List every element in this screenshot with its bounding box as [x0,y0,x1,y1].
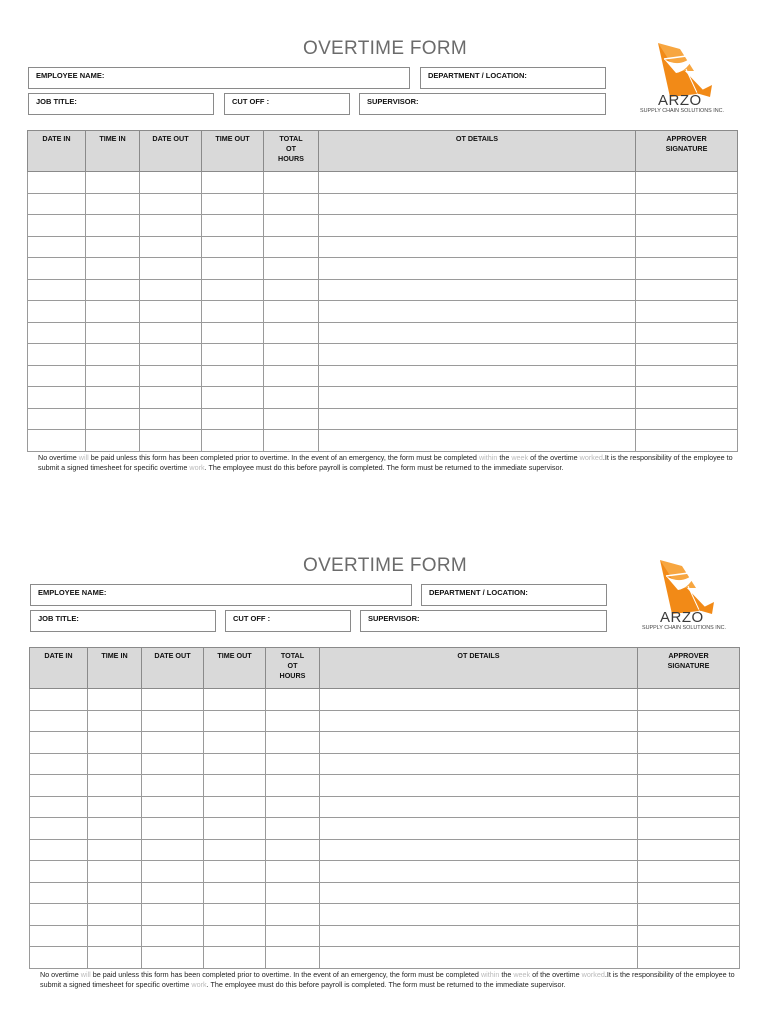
table-cell[interactable] [202,279,264,301]
table-cell[interactable] [142,753,204,775]
table-cell[interactable] [264,408,319,430]
table-cell[interactable] [88,796,142,818]
table-cell[interactable] [140,408,202,430]
table-cell[interactable] [638,710,740,732]
table-cell[interactable] [86,193,140,215]
table-cell[interactable] [319,322,636,344]
table-cell[interactable] [88,839,142,861]
job-title-field[interactable]: JOB TITLE: [30,610,216,632]
table-row [30,947,740,969]
table-cell[interactable] [202,365,264,387]
table-cell[interactable] [86,430,140,452]
col-total-ot-hours: TOTAL OT HOURS [266,648,320,689]
note-faint-text: worked [579,453,603,462]
table-cell[interactable] [320,925,638,947]
table-cell[interactable] [140,236,202,258]
table-cell[interactable] [86,387,140,409]
policy-note [40,970,740,990]
table-cell[interactable] [320,753,638,775]
table-cell[interactable] [30,796,88,818]
table-cell[interactable] [264,279,319,301]
table-cell[interactable] [140,322,202,344]
note-text: of the overtime [528,453,580,462]
table-cell[interactable] [142,689,204,711]
table-cell[interactable] [86,301,140,323]
table-row [30,775,740,797]
note-faint-text: work [191,980,207,989]
table-cell[interactable] [28,344,86,366]
table-cell[interactable] [319,172,636,194]
table-cell[interactable] [28,408,86,430]
table-row [30,710,740,732]
table-cell[interactable] [266,775,320,797]
table-row [30,861,740,883]
table-cell[interactable] [204,947,266,969]
table-cell[interactable] [319,408,636,430]
table-cell[interactable] [320,818,638,840]
table-cell[interactable] [86,215,140,237]
table-cell[interactable] [30,904,88,926]
table-cell[interactable] [319,258,636,280]
table-cell[interactable] [140,365,202,387]
overtime-table [27,130,738,452]
table-cell[interactable] [88,732,142,754]
table-cell[interactable] [638,775,740,797]
logo-subtitle: SUPPLY CHAIN SOLUTIONS INC. [642,625,726,631]
table-cell[interactable] [88,710,142,732]
table-cell[interactable] [140,193,202,215]
table-cell[interactable] [204,925,266,947]
col-date-out: DATE OUT [140,131,202,172]
employee-name-field[interactable]: EMPLOYEE NAME: [30,584,412,606]
table-cell[interactable] [320,710,638,732]
table-cell[interactable] [202,301,264,323]
table-row [30,925,740,947]
table-cell[interactable] [140,172,202,194]
employee-name-field[interactable]: EMPLOYEE NAME: [28,67,410,89]
table-cell[interactable] [636,365,738,387]
table-cell[interactable] [28,236,86,258]
table-cell[interactable] [28,365,86,387]
note-text: the [497,453,512,462]
table-cell[interactable] [88,818,142,840]
table-cell[interactable] [264,365,319,387]
table-cell[interactable] [204,861,266,883]
col-ot-details: OT DETAILS [320,648,638,689]
table-cell[interactable] [638,904,740,926]
table-cell[interactable] [204,904,266,926]
form-title: OVERTIME FORM [303,555,467,576]
table-cell[interactable] [86,365,140,387]
note-text: the [499,970,514,979]
table-cell[interactable] [204,710,266,732]
table-cell[interactable] [142,796,204,818]
table-cell[interactable] [88,947,142,969]
table-row [30,818,740,840]
note-text: be paid unless this form has been completed prior to overtime. In the event of an emergency, the form must be completed [90,970,481,979]
table-cell[interactable] [142,732,204,754]
table-cell[interactable] [266,882,320,904]
table-cell[interactable] [266,689,320,711]
table-cell[interactable] [320,775,638,797]
table-cell[interactable] [636,344,738,366]
form-title: OVERTIME FORM [303,38,467,59]
table-cell[interactable] [266,925,320,947]
col-approver-signature: APPROVER SIGNATURE [636,131,738,172]
table-row [30,732,740,754]
table-row [28,430,738,452]
table-cell[interactable] [266,710,320,732]
table-cell[interactable] [142,839,204,861]
table-cell[interactable] [636,236,738,258]
table-cell[interactable] [28,322,86,344]
table-cell[interactable] [264,387,319,409]
table-header-row [30,648,740,689]
table-cell[interactable] [28,430,86,452]
table-cell[interactable] [30,839,88,861]
overtime-table [29,647,740,969]
table-cell[interactable] [204,818,266,840]
table-cell[interactable] [636,430,738,452]
table-row [28,365,738,387]
supervisor-field[interactable]: SUPERVISOR: [359,93,606,115]
table-cell[interactable] [320,732,638,754]
table-row [28,408,738,430]
table-cell[interactable] [142,710,204,732]
table-cell[interactable] [28,215,86,237]
table-cell[interactable] [202,344,264,366]
note-text: No overtime [40,970,81,979]
table-cell[interactable] [319,430,636,452]
table-cell[interactable] [638,882,740,904]
table-cell[interactable] [142,861,204,883]
table-row [28,279,738,301]
table-cell[interactable] [86,408,140,430]
table-cell[interactable] [264,172,319,194]
table-cell[interactable] [140,279,202,301]
table-cell[interactable] [319,301,636,323]
table-cell[interactable] [28,258,86,280]
table-cell[interactable] [142,925,204,947]
table-cell[interactable] [320,904,638,926]
cut-off-field[interactable]: CUT OFF : [224,93,350,115]
col-date-in: DATE IN [28,131,86,172]
table-cell[interactable] [636,301,738,323]
table-cell[interactable] [636,193,738,215]
note-text: No overtime [38,453,79,462]
table-cell[interactable] [142,904,204,926]
table-cell[interactable] [28,193,86,215]
table-cell[interactable] [264,301,319,323]
note-faint-text: week [511,453,529,462]
table-cell[interactable] [266,732,320,754]
table-body [28,172,738,452]
col-date-out: DATE OUT [142,648,204,689]
table-cell[interactable] [28,279,86,301]
table-row [30,839,740,861]
policy-note [38,453,738,473]
note-faint-text: within [478,453,498,462]
table-cell[interactable] [638,925,740,947]
department-location-field[interactable]: DEPARTMENT / LOCATION: [421,584,607,606]
job-title-field[interactable]: JOB TITLE: [28,93,214,115]
table-cell[interactable] [319,215,636,237]
table-cell[interactable] [142,882,204,904]
table-row [30,689,740,711]
col-total-ot-hours: TOTAL OT HOURS [264,131,319,172]
table-cell[interactable] [202,387,264,409]
table-cell[interactable] [202,172,264,194]
table-row [28,301,738,323]
logo-wordmark: ARZO [658,92,702,109]
table-cell[interactable] [140,430,202,452]
note-text: .It is the responsibility of the employee to submit a signed timesheet for specific overtime [40,970,735,989]
table-cell[interactable] [30,882,88,904]
logo-subtitle: SUPPLY CHAIN SOLUTIONS INC. [640,108,724,114]
department-location-field[interactable]: DEPARTMENT / LOCATION: [420,67,606,89]
table-cell[interactable] [202,408,264,430]
table-cell[interactable] [636,408,738,430]
table-cell[interactable] [636,279,738,301]
table-cell[interactable] [320,947,638,969]
table-cell[interactable] [636,258,738,280]
table-cell[interactable] [142,818,204,840]
table-cell[interactable] [30,775,88,797]
table-cell[interactable] [88,753,142,775]
table-row [28,193,738,215]
table-cell[interactable] [266,753,320,775]
table-header-row [28,131,738,172]
table-cell[interactable] [638,861,740,883]
col-time-in: TIME IN [86,131,140,172]
note-text: of the overtime [530,970,582,979]
table-cell[interactable] [140,344,202,366]
table-cell[interactable] [319,279,636,301]
table-cell[interactable] [86,236,140,258]
table-cell[interactable] [140,215,202,237]
table-cell[interactable] [88,689,142,711]
table-cell[interactable] [638,796,740,818]
table-cell[interactable] [202,193,264,215]
table-row [28,344,738,366]
supervisor-field[interactable]: SUPERVISOR: [360,610,607,632]
table-cell[interactable] [88,904,142,926]
table-cell[interactable] [319,193,636,215]
logo-wordmark: ARZO [660,609,704,626]
table-row [28,172,738,194]
table-cell[interactable] [264,193,319,215]
table-cell[interactable] [204,753,266,775]
table-cell[interactable] [30,861,88,883]
col-date-in: DATE IN [30,648,88,689]
table-row [28,387,738,409]
table-cell[interactable] [30,732,88,754]
table-cell[interactable] [266,796,320,818]
table-row [30,796,740,818]
table-cell[interactable] [140,258,202,280]
note-text: be paid unless this form has been completed prior to overtime. In the event of an emergency, the form must be completed [88,453,479,462]
table-cell[interactable] [319,387,636,409]
note-faint-text: will [78,453,89,462]
table-cell[interactable] [202,430,264,452]
table-cell[interactable] [636,172,738,194]
table-cell[interactable] [88,882,142,904]
table-cell[interactable] [30,689,88,711]
table-cell[interactable] [88,861,142,883]
table-row [28,322,738,344]
table-cell[interactable] [30,925,88,947]
table-cell[interactable] [266,839,320,861]
note-faint-text: within [480,970,500,979]
col-time-out: TIME OUT [202,131,264,172]
table-cell[interactable] [204,775,266,797]
table-cell[interactable] [30,947,88,969]
table-cell[interactable] [266,818,320,840]
table-cell[interactable] [636,387,738,409]
table-cell[interactable] [142,947,204,969]
table-cell[interactable] [264,322,319,344]
table-cell[interactable] [30,710,88,732]
table-cell[interactable] [86,279,140,301]
cut-off-field[interactable]: CUT OFF : [225,610,351,632]
table-body [30,689,740,969]
table-cell[interactable] [320,861,638,883]
table-cell[interactable] [86,344,140,366]
table-cell[interactable] [28,301,86,323]
table-cell[interactable] [28,387,86,409]
table-cell[interactable] [638,839,740,861]
table-cell[interactable] [638,753,740,775]
table-cell[interactable] [638,689,740,711]
table-cell[interactable] [319,365,636,387]
table-cell[interactable] [264,236,319,258]
table-cell[interactable] [202,322,264,344]
table-cell[interactable] [86,322,140,344]
table-cell[interactable] [320,839,638,861]
col-time-in: TIME IN [88,648,142,689]
table-cell[interactable] [638,732,740,754]
arzo-logo [636,41,740,117]
table-cell[interactable] [266,861,320,883]
note-text: . The employee must do this before payroll is completed. The form must be returned to the immediate supervisor. [206,980,566,989]
table-row [28,236,738,258]
note-text: . The employee must do this before payroll is completed. The form must be returned to the immediate supervisor. [204,463,564,472]
table-cell[interactable] [636,215,738,237]
table-row [30,882,740,904]
table-cell[interactable] [320,796,638,818]
table-cell[interactable] [264,344,319,366]
note-faint-text: will [80,970,91,979]
note-text: .It is the responsibility of the employee to submit a signed timesheet for specific overtime [38,453,733,472]
table-cell[interactable] [204,839,266,861]
table-cell[interactable] [30,753,88,775]
table-row [30,753,740,775]
table-cell[interactable] [638,818,740,840]
table-cell[interactable] [266,947,320,969]
table-row [28,215,738,237]
table-cell[interactable] [319,344,636,366]
table-cell[interactable] [320,882,638,904]
table-cell[interactable] [140,301,202,323]
table-cell[interactable] [636,322,738,344]
table-cell[interactable] [86,258,140,280]
table-cell[interactable] [28,172,86,194]
table-cell[interactable] [264,258,319,280]
table-cell[interactable] [202,215,264,237]
arzo-logo [638,558,742,634]
table-cell[interactable] [140,387,202,409]
table-row [30,904,740,926]
table-cell[interactable] [204,732,266,754]
table-cell[interactable] [204,796,266,818]
table-cell[interactable] [202,258,264,280]
table-cell[interactable] [204,689,266,711]
col-time-out: TIME OUT [204,648,266,689]
table-cell[interactable] [88,775,142,797]
table-cell[interactable] [142,775,204,797]
table-cell[interactable] [204,882,266,904]
note-faint-text: work [189,463,205,472]
table-cell[interactable] [30,818,88,840]
table-cell[interactable] [319,236,636,258]
table-cell[interactable] [320,689,638,711]
col-ot-details: OT DETAILS [319,131,636,172]
col-approver-signature: APPROVER SIGNATURE [638,648,740,689]
note-faint-text: week [513,970,531,979]
table-cell[interactable] [266,904,320,926]
table-cell[interactable] [264,215,319,237]
table-cell[interactable] [86,172,140,194]
table-cell[interactable] [264,430,319,452]
note-faint-text: worked [581,970,605,979]
table-cell[interactable] [202,236,264,258]
table-cell[interactable] [88,925,142,947]
table-row [28,258,738,280]
table-cell[interactable] [638,947,740,969]
